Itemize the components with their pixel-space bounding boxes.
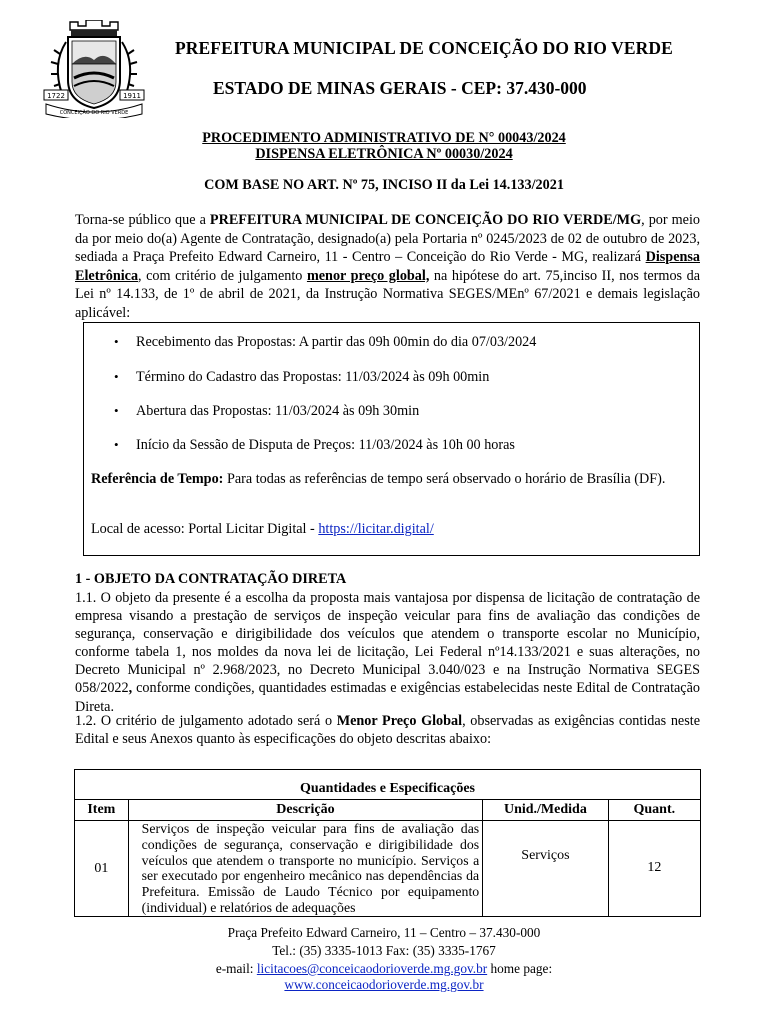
cell-description: Serviços de inspeção veicular para fins de avaliação das condições de segurança, conservação e dirigibilidade dos veículos que atendem o transporte no município. Serviços a ser executado por engenheiro mecânico nas dependências da Prefeitura. Emissão de Laudo Técnico por equipamento (individual) e relatórios de adequações <box>128 821 483 917</box>
municipal-crest-logo <box>38 20 150 118</box>
intro-paragraph <box>75 211 700 322</box>
p11-text-a: 1.1. O objeto da presente é a escolha da proposta mais vantajosa por dispensa de licitação de contratação de empresa visando a prestação de serviços de inspeção veicular para fins de avaliação das condições de segurança, conservação e dirigibilidade dos veículos que atendem o transporte escolar no Município, conforme tabela 1, nos moldes da nova lei de licitação, Lei Federal nº14.133/2021 e suas alterações, no Decreto Municipal nº 2.968/2023, no Decreto Municipal 3.040/023 e na Instrução Normativa SEGES 058/2022 <box>75 590 700 697</box>
cell-quantity: 12 <box>608 821 700 917</box>
p12-text-b: , observadas as exigências contidas neste Edital e seus Anexos quanto às especificações do objeto descritas abaixo: <box>75 713 700 748</box>
column-header-unit: Unid./Medida <box>483 800 608 821</box>
schedule-item-dispute-start: • Início da Sessão de Disputa de Preços: 11/03/2024 às 10h 00 horas <box>136 437 515 454</box>
schedule-item-opening: • Abertura das Propostas: 11/03/2024 às 09h 30min <box>136 403 419 420</box>
access-location <box>91 521 434 538</box>
footer-email-label: e-mail: <box>215 961 257 976</box>
access-label: Local de acesso: Portal Licitar Digital - <box>91 521 319 537</box>
table-header-row <box>75 800 701 821</box>
table-caption: Quantidades e Especificações <box>75 770 701 800</box>
crest-year-right: 1911 <box>123 92 141 100</box>
schedule-item-receipt: • Recebimento das Propostas: A partir das 09h 00min do dia 07/03/2024 <box>136 334 536 351</box>
column-header-quantity: Quant. <box>608 800 700 821</box>
procedure-number: PROCEDIMENTO ADMINISTRATIVO DE N° 00043/2024 <box>202 130 566 146</box>
crest-year-left: 1722 <box>47 92 65 100</box>
time-reference <box>91 470 691 489</box>
cell-item: 01 <box>75 821 129 917</box>
column-header-description: Descrição <box>128 800 483 821</box>
cell-unit: Serviços <box>483 821 608 917</box>
column-header-item: Item <box>75 800 129 821</box>
p12-text-a: 1.2. O critério de julgamento adotado será o <box>75 713 337 729</box>
footer-website-link[interactable]: www.conceicaodorioverde.mg.gov.br <box>284 977 484 992</box>
crest-ribbon-text: CONCEIÇÃO DO RIO VERDE <box>59 110 129 116</box>
intro-text-3: , com critério de julgamento <box>138 267 307 284</box>
specifications-table <box>74 769 701 917</box>
intro-text-2: , por meio da por meio do(a) Agente de Contratação, designado(a) pela Portaria nº 0245/2023 de 02 de outubro de 2023, sediada a Praça Prefeito Edward Carneiro, 11 - Centro – Conceição do Rio Verde - MG, realizará <box>75 212 701 265</box>
p11-text-b: conforme condições, quantidades estimadas e exigências estabelecidas neste Edital de Contratação Direta. <box>75 680 700 715</box>
footer-website-line <box>0 977 768 993</box>
p12-criterion: Menor Preço Global <box>336 713 463 729</box>
dispensa-number: DISPENSA ELETRÔNICA Nº 00030/2024 <box>255 146 513 162</box>
intro-mode: Dispensa Eletrônica <box>75 249 700 284</box>
p11-comma: , <box>128 680 133 697</box>
section-1-title: 1 - OBJETO DA CONTRATAÇÃO DIRETA <box>75 571 347 587</box>
section-1-2-paragraph <box>75 712 700 749</box>
intro-text-1: Torna-se público que a <box>75 212 210 228</box>
municipality-title: PREFEITURA MUNICIPAL DE CONCEIÇÃO DO RIO VERDE <box>175 38 673 58</box>
time-reference-label: Referência de Tempo: <box>91 471 224 487</box>
time-reference-text: Para todas as referências de tempo será observado o horário de Brasília (DF). <box>223 471 666 487</box>
footer-phones: Tel.: (35) 3335-1013 Fax: (35) 3335-1767 <box>272 943 496 958</box>
schedule-item-registration-end: • Término do Cadastro das Propostas: 11/03/2024 às 09h 00min <box>136 369 489 386</box>
legal-basis: COM BASE NO ART. Nº 75, INCISO II da Lei 14.133/2021 <box>204 177 564 193</box>
intro-criterion: menor preço global, <box>306 267 430 284</box>
table-caption-row <box>75 770 701 800</box>
intro-text-4: na hipótese do art. 75,inciso II, nos termos da Lei nº 14.133, de 1º de abril de 2021, da Instrução Normativa SEGES/MEnº 67/2021 e demais legislação aplicável: <box>75 267 700 321</box>
state-cep-line: ESTADO DE MINAS GERAIS - CEP: 37.430-000 <box>213 78 587 98</box>
section-1-1-paragraph <box>75 589 700 716</box>
footer-email-line <box>0 961 768 977</box>
footer-address: Praça Prefeito Edward Carneiro, 11 – Centro – 37.430-000 <box>227 925 541 940</box>
footer-email-link[interactable]: licitacoes@conceicaodorioverde.mg.gov.br <box>256 961 488 976</box>
footer-homepage-label: home page: <box>487 961 553 976</box>
intro-organization: PREFEITURA MUNICIPAL DE CONCEIÇÃO DO RIO VERDE/MG <box>209 212 642 228</box>
table-row <box>75 821 701 917</box>
access-link[interactable]: https://licitar.digital/ <box>318 521 434 537</box>
schedule-box <box>83 322 700 556</box>
